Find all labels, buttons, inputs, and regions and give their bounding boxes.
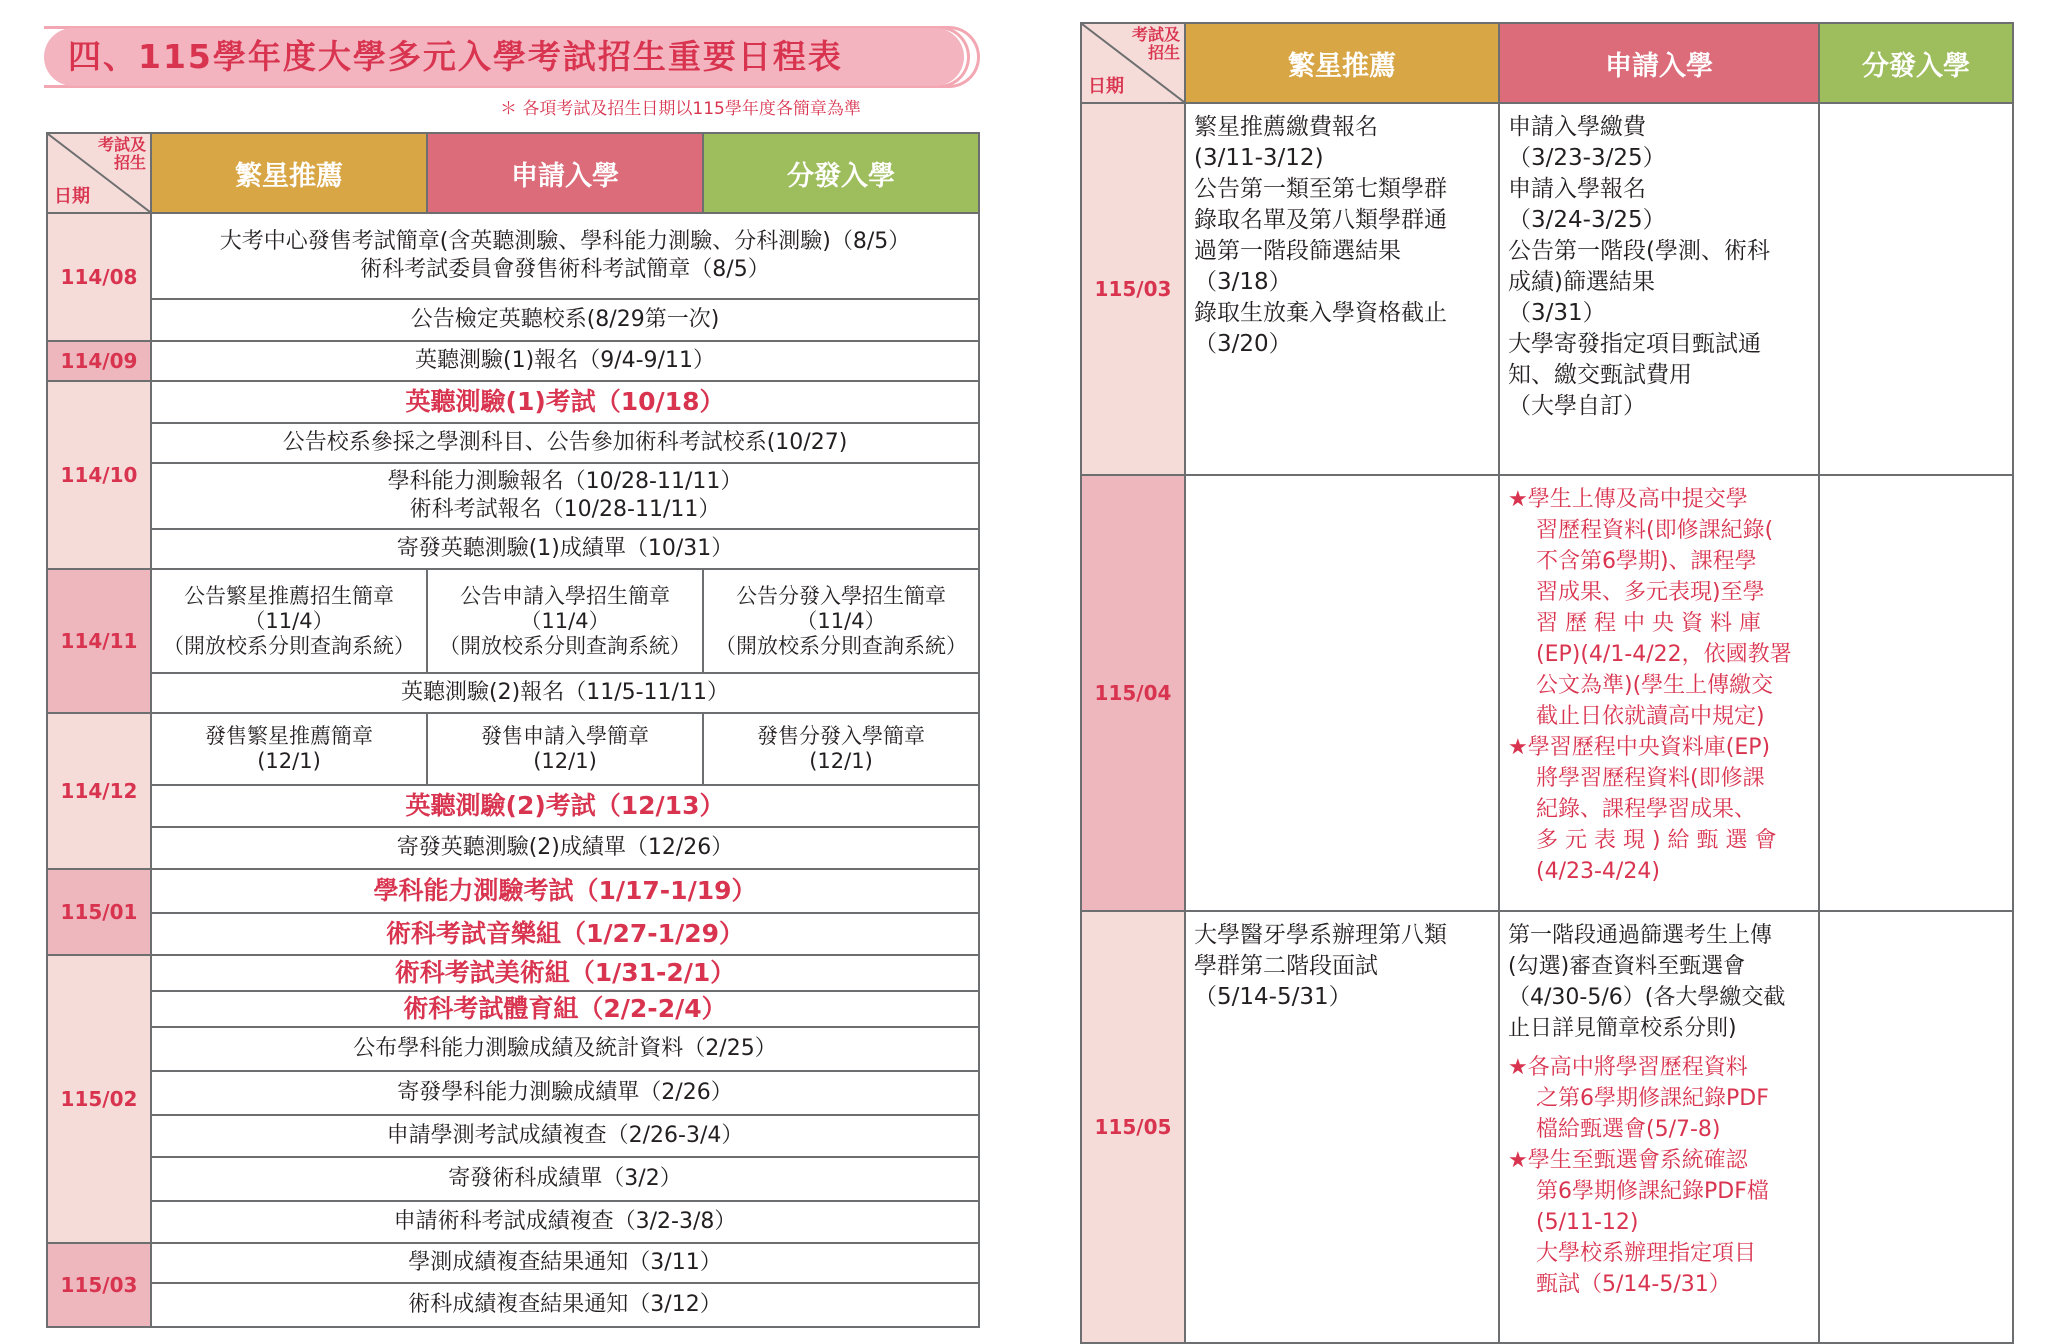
table-row bbox=[47, 1283, 979, 1327]
table-cell: 術科考試美術組（1/31-2/1） bbox=[151, 955, 979, 991]
table-row bbox=[1081, 911, 2013, 1343]
left-schedule-table bbox=[46, 132, 980, 1328]
table-cell: 寄發英聽測驗(1)成績單（10/31） bbox=[151, 529, 979, 569]
table-row bbox=[47, 529, 979, 569]
table-cell: 公告檢定英聽校系(8/29第一次) bbox=[151, 299, 979, 341]
table-row bbox=[47, 463, 979, 529]
right-schedule-table bbox=[1080, 22, 2014, 1344]
header-star: 繁星推薦 bbox=[1185, 23, 1499, 103]
star-icon: ★ bbox=[1508, 487, 1528, 512]
table-cell-empty bbox=[1185, 475, 1499, 911]
table-cell: 大考中心發售考試簡章(含英聽測驗、學科能力測驗、分科測驗)（8/5） 術科考試委員會發售術科考試簡章（8/5） bbox=[151, 213, 979, 299]
table-cell-empty bbox=[1819, 911, 2013, 1343]
date-115-03-left: 115/03 bbox=[47, 1243, 151, 1327]
table-row bbox=[47, 713, 979, 785]
header-apply: 申請入學 bbox=[427, 133, 703, 213]
table-cell: 發售分發入學簡章 (12/1) bbox=[703, 713, 979, 785]
table-cell: 英聽測驗(2)考試（12/13） bbox=[151, 785, 979, 827]
table-row bbox=[47, 1157, 979, 1201]
table-row bbox=[47, 381, 979, 423]
table-cell: 公告校系參採之學測科目、公告參加術科考試校系(10/27) bbox=[151, 423, 979, 463]
table-cell: 申請學測考試成績複查（2/26-3/4） bbox=[151, 1115, 979, 1157]
date-115-05: 115/05 bbox=[1081, 911, 1185, 1343]
header-apply: 申請入學 bbox=[1499, 23, 1819, 103]
table-row bbox=[47, 1115, 979, 1157]
table-cell: 術科考試體育組（2/2-2/4） bbox=[151, 991, 979, 1027]
table-cell: 術科成績複查結果通知（3/12） bbox=[151, 1283, 979, 1327]
date-114-09: 114/09 bbox=[47, 341, 151, 381]
star-icon: ★ bbox=[1508, 1148, 1528, 1173]
header-exam-label: 考試及 招生 bbox=[97, 135, 146, 172]
table-row bbox=[47, 955, 979, 991]
header-diagonal-cell bbox=[1081, 23, 1185, 103]
header-distribute: 分發入學 bbox=[703, 133, 979, 213]
date-115-01: 115/01 bbox=[47, 869, 151, 955]
table-row bbox=[47, 213, 979, 299]
header-star: 繁星推薦 bbox=[151, 133, 427, 213]
table-cell: 英聽測驗(1)考試（10/18） bbox=[151, 381, 979, 423]
table-cell: 寄發學科能力測驗成績單（2/26） bbox=[151, 1071, 979, 1115]
table-cell: 申請入學繳費 （3/23-3/25） 申請入學報名 （3/24-3/25） 公告第一階段(學測、術科 成績)篩選結果 （3/31） 大學寄發指定項目甄試通 知、繳交甄試費用 （大學自訂） bbox=[1499, 103, 1819, 475]
table-cell-empty bbox=[1819, 475, 2013, 911]
date-115-02: 115/02 bbox=[47, 955, 151, 1243]
table-row bbox=[47, 1071, 979, 1115]
date-114-11: 114/11 bbox=[47, 569, 151, 713]
table-row bbox=[1081, 103, 2013, 475]
table-cell: 大學醫牙學系辦理第八類 學群第二階段面試 （5/14-5/31） bbox=[1185, 911, 1499, 1343]
header-exam-label: 考試及 招生 bbox=[1131, 25, 1180, 62]
table-cell: 申請術科考試成績複查（3/2-3/8） bbox=[151, 1201, 979, 1243]
table-cell: 公告分發入學招生簡章 （11/4） （開放校系分則查詢系統） bbox=[703, 569, 979, 673]
table-cell: 寄發英聽測驗(2)成績單（12/26） bbox=[151, 827, 979, 869]
table-header-row bbox=[1081, 23, 2013, 103]
date-114-12: 114/12 bbox=[47, 713, 151, 869]
table-row bbox=[47, 1201, 979, 1243]
table-row bbox=[47, 991, 979, 1027]
table-cell: 發售繁星推薦簡章 (12/1) bbox=[151, 713, 427, 785]
table-row bbox=[47, 569, 979, 673]
table-row bbox=[47, 673, 979, 713]
header-date-label: 日期 bbox=[54, 186, 90, 207]
table-cell: 寄發術科成績單（3/2） bbox=[151, 1157, 979, 1201]
table-row bbox=[47, 1243, 979, 1283]
header-distribute: 分發入學 bbox=[1819, 23, 2013, 103]
table-cell: 公告申請入學招生簡章 （11/4） （開放校系分則查詢系統） bbox=[427, 569, 703, 673]
table-row bbox=[47, 827, 979, 869]
star-icon: ★ bbox=[1508, 1055, 1528, 1080]
table-cell: ★學生上傳及高中提交學 習歷程資料(即修課紀錄( 不含第6學期)、課程學 習成果、多元表現)至學 習 歷 程 中 央 資 料 庫 (EP)(4/1-4/22，依國教署 公文為準)(學生上傳繳交 截止日依就讀高中規定) ★學習歷程中央資料庫(EP) 將學習歷程資料(即修課 紀錄、課程學習成果、 多 元 表 現 ) 給 甄 選 會 (4/23-4/24) bbox=[1499, 475, 1819, 911]
table-header-row bbox=[47, 133, 979, 213]
table-cell: 學科能力測驗考試（1/17-1/19） bbox=[151, 869, 979, 913]
table-cell: 發售申請入學簡章 (12/1) bbox=[427, 713, 703, 785]
table-row bbox=[47, 869, 979, 913]
date-114-08: 114/08 bbox=[47, 213, 151, 341]
table-cell-empty bbox=[1819, 103, 2013, 475]
table-cell: 英聽測驗(1)報名（9/4-9/11） bbox=[151, 341, 979, 381]
title-banner bbox=[44, 26, 980, 88]
table-row bbox=[47, 341, 979, 381]
table-row bbox=[47, 913, 979, 955]
page-title: 四、115學年度大學多元入學考試招生重要日程表 bbox=[68, 37, 843, 76]
table-row bbox=[1081, 475, 2013, 911]
header-diagonal-cell bbox=[47, 133, 151, 213]
table-cell: 公告繁星推薦招生簡章 （11/4） （開放校系分則查詢系統） bbox=[151, 569, 427, 673]
table-cell: 學科能力測驗報名（10/28-11/11） 術科考試報名（10/28-11/11） bbox=[151, 463, 979, 529]
table-row bbox=[47, 785, 979, 827]
header-date-label: 日期 bbox=[1088, 76, 1124, 97]
table-cell: 英聽測驗(2)報名（11/5-11/11） bbox=[151, 673, 979, 713]
date-115-03-right: 115/03 bbox=[1081, 103, 1185, 475]
table-cell: 術科考試音樂組（1/27-1/29） bbox=[151, 913, 979, 955]
date-115-04: 115/04 bbox=[1081, 475, 1185, 911]
table-row bbox=[47, 423, 979, 463]
table-row bbox=[47, 1027, 979, 1071]
star-icon: ★ bbox=[1508, 735, 1528, 760]
table-cell: 學測成績複查結果通知（3/11） bbox=[151, 1243, 979, 1283]
table-cell: 第一階段通過篩選考生上傳 (勾選)審查資料至甄選會 （4/30-5/6）(各大學繳交截 止日詳見簡章校系分則) ★各高中將學習歷程資料 之第6學期修課紀錄PDF 檔給甄選會(5/7-8) ★學生至甄選會系統確認 第6學期修課紀錄PDF檔 (5/11-12) 大學校系辦理指定項目 甄試（5/14-5/31） bbox=[1499, 911, 1819, 1343]
table-cell: 繁星推薦繳費報名 (3/11-3/12) 公告第一類至第七類學群 錄取名單及第八類學群通 過第一階段篩選結果 （3/18） 錄取生放棄入學資格截止 （3/20） bbox=[1185, 103, 1499, 475]
table-row bbox=[47, 299, 979, 341]
table-cell: 公布學科能力測驗成績及統計資料（2/25） bbox=[151, 1027, 979, 1071]
date-114-10: 114/10 bbox=[47, 381, 151, 569]
note-text: ＊ 各項考試及招生日期以115學年度各簡章為準 bbox=[500, 99, 861, 119]
